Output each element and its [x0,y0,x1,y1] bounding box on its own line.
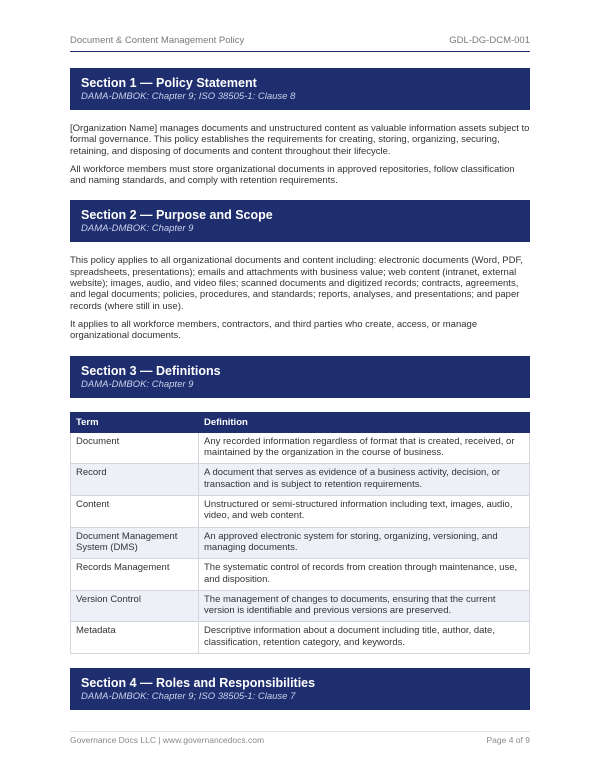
table-row [71,559,530,591]
page-content [70,68,530,710]
term-cell: Document [71,432,199,464]
section-2-header [70,200,530,242]
table-row [71,622,530,654]
term-cell: Record [71,464,199,496]
section-4-title: Section 4 — Roles and Responsibilities [81,676,316,691]
definition-cell: Descriptive information about a document including title, author, date, classification, retention category, and keywords. [199,622,530,654]
page-prefix: Page [486,735,507,745]
section-2-reference: DAMA-DMBOK: Chapter 9 [81,223,194,235]
section-3-header [70,356,530,398]
table-row [71,527,530,559]
section-2-paragraph-2: It applies to all workforce members, contractors, and third parties who create, access, or manage organizational documents. [70,318,478,342]
definitions-table [70,412,530,654]
definition-cell: An approved electronic system for storing, organizing, versioning, and managing documents. [199,527,530,559]
definition-cell: The systematic control of records from creation through maintenance, use, and disposition. [199,559,530,591]
section-3-title: Section 3 — Definitions [81,363,221,378]
term-cell: Document Management System (DMS) [71,527,199,559]
section-3 [70,356,530,654]
section-4-reference: DAMA-DMBOK: Chapter 9; ISO 38505-1: Clause 7 [81,691,296,703]
definition-cell: Unstructured or semi-structured information including text, images, audio, video, and web content. [199,496,530,528]
section-4-header [70,668,530,710]
term-cell: Records Management [71,559,199,591]
page-of: of [515,735,523,745]
section-4 [70,668,530,710]
table-row [71,590,530,622]
section-1-header [70,68,530,110]
section-2-paragraph-1: This policy applies to all organizational documents and content including: electronic documents (Word, PDF, spreadsheets, presentations); emails and attachments with business value; web content (intranet, external website); images, audio, and video files; scanned documents and digitized records; contracts, agreements, and legal documents; policies, procedures, and standards; reports, analyses, and presentations; and paper records (where still in use). [70,255,523,312]
definition-cell: Any recorded information regardless of format that is created, received, or maintained by the organization in the course of business. [199,432,530,464]
table-row [71,464,530,496]
term-cell: Metadata [71,622,199,654]
table-row [71,496,530,528]
section-1-paragraph-2: All workforce members must store organizational documents in approved repositories, follow classification and naming standards, and comply with retention requirements. [70,163,515,187]
definition-cell: The management of changes to documents, ensuring that the current version is identifiable and previous versions are preserved. [199,590,530,622]
page-footer [70,731,530,745]
page-total: 9 [525,735,530,745]
section-1-title: Section 1 — Policy Statement [81,76,257,90]
section-1-reference: DAMA-DMBOK: Chapter 9; ISO 38505-1: Clause 8 [81,91,296,102]
section-1 [70,68,530,186]
table-header-row [71,412,530,432]
page-number [486,735,530,745]
section-3-reference: DAMA-DMBOK: Chapter 9 [81,378,194,390]
page-current: 4 [508,735,514,745]
column-header-definition: Definition [199,412,530,432]
section-2 [70,200,530,341]
document-title: Document & Content Management Policy [70,35,245,46]
term-cell: Content [71,496,199,528]
definition-cell: A document that serves as evidence of a business activity, decision, or transaction and is subject to retention requirements. [199,464,530,496]
page-header [70,35,530,52]
term-cell: Version Control [71,590,199,622]
document-id: GDL-DG-DCM-001 [449,35,530,46]
section-2-title: Section 2 — Purpose and Scope [81,208,273,223]
column-header-term: Term [71,412,199,432]
footer-company: Governance Docs LLC | www.governancedocs.com [70,735,265,745]
section-1-paragraph-1: [Organization Name] manages documents and unstructured content as valuable information assets subject to formal governance. This policy establishes the requirements for creating, storing, organizing, securing, retaining, and disposing of documents and content throughout their lifecycle. [70,123,530,157]
table-row [71,432,530,464]
